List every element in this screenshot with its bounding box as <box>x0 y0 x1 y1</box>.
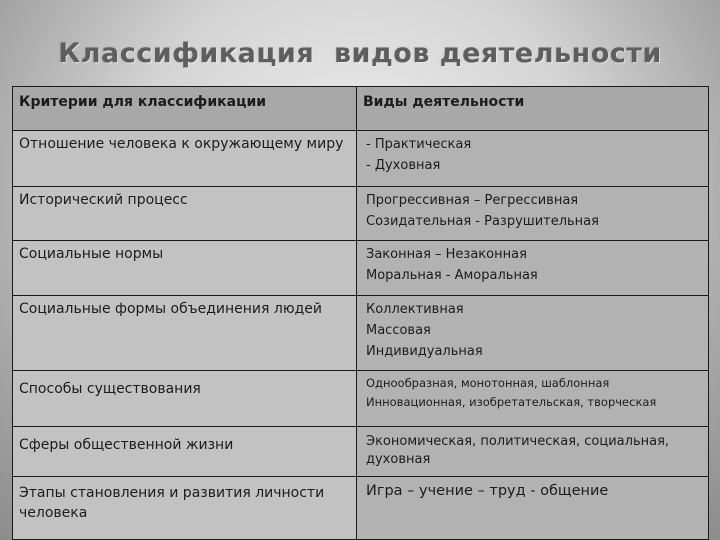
criterion-cell: Этапы становления и развития личности человека <box>13 477 357 540</box>
header-activity-types: Виды деятельности <box>357 87 709 131</box>
kinds-cell <box>357 241 709 296</box>
table-row <box>13 296 709 371</box>
table-row <box>13 241 709 296</box>
criterion-cell: Отношение человека к окружающему миру <box>13 131 357 187</box>
kind-item: Инновационная, изобретательская, творческая <box>366 395 657 409</box>
slide-title: Классификация видов деятельности <box>58 38 662 69</box>
kinds-cell <box>357 296 709 371</box>
kind-item: Моральная - Аморальная <box>366 268 538 283</box>
kind-item: Законная – Незаконная <box>366 247 527 262</box>
table-row <box>13 477 709 540</box>
kind-item: Индивидуальная <box>366 344 483 359</box>
table-row <box>13 187 709 241</box>
kind-item: Прогрессивная – Регрессивная <box>366 193 579 208</box>
criterion-cell: Сферы общественной жизни <box>13 427 357 477</box>
header-criteria: Критерии для классификации <box>13 87 357 131</box>
kind-item: Экономическая, политическая, социальная, <box>366 434 670 449</box>
kinds-cell <box>357 371 709 427</box>
kinds-cell <box>357 187 709 241</box>
criterion-cell: Социальные нормы <box>13 241 357 296</box>
kind-item: Коллективная <box>366 302 464 317</box>
table-row <box>13 371 709 427</box>
criterion-cell: Социальные формы объединения людей <box>13 296 357 371</box>
table-row <box>13 427 709 477</box>
table-header-row <box>13 87 709 131</box>
criterion-cell: Способы существования <box>13 371 357 427</box>
table-row <box>13 131 709 187</box>
criterion-cell: Исторический процесс <box>13 187 357 241</box>
kind-item: духовная <box>366 452 431 467</box>
classification-table <box>12 86 709 540</box>
kind-item: - Духовная <box>366 158 441 173</box>
kind-item: Однообразная, монотонная, шаблонная <box>366 376 610 390</box>
kinds-cell <box>357 477 709 540</box>
kinds-cell <box>357 131 709 187</box>
kind-item: - Практическая <box>366 137 472 152</box>
kind-item: Игра – учение – труд - общение <box>366 483 609 499</box>
kinds-cell <box>357 427 709 477</box>
kind-item: Массовая <box>366 323 431 338</box>
kind-item: Созидательная - Разрушительная <box>366 214 599 229</box>
